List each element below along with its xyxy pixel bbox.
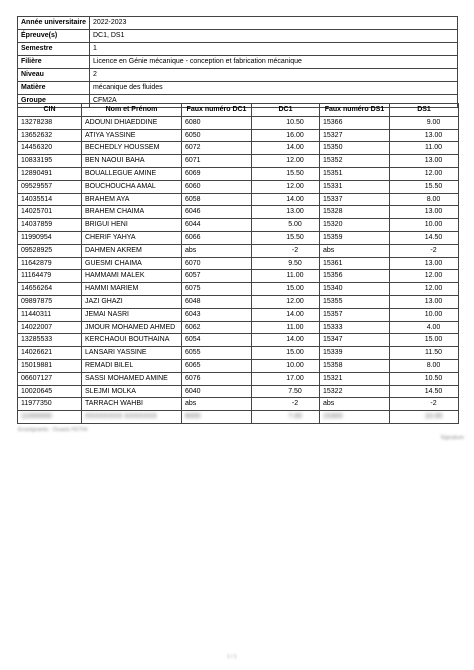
meta-label: Épreuve(s) [18,30,90,43]
header-cin: CIN [18,104,82,117]
meta-value: Licence en Génie mécanique - conception et fabrication mécanique [89,56,457,69]
meta-label: Semestre [18,43,90,56]
meta-row [18,82,458,95]
cell-ds1: 15.50 [390,180,459,193]
table-row [18,244,459,257]
cell-cin: 06607127 [18,372,82,385]
meta-row [18,17,458,30]
cell-name: ATIYA YASSINE [82,129,182,142]
table-row [18,372,459,385]
cell-name: SASSI MOHAMED AMINE [82,372,182,385]
cell-cin: 14456320 [18,142,82,155]
cell-ds1: 12.00 [390,270,459,283]
table-row [18,206,459,219]
cell-cin: 14656264 [18,283,82,296]
header-dc1: DC1 [252,104,320,117]
cell-anon-dc1: 6072 [182,142,252,155]
meta-label: Matière [18,82,90,95]
cell-name: BRAHEM AYA [82,193,182,206]
meta-row [18,56,458,69]
table-row [18,129,459,142]
cell-anon-dc1: 6069 [182,167,252,180]
meta-label: Année universitaire [18,17,90,30]
cell-dc1: 11.00 [252,321,320,334]
cell-anon-ds1: 15320 [320,219,390,232]
cell-dc1: 14.00 [252,193,320,206]
cell-anon-ds1: 15322 [320,385,390,398]
table-row [18,231,459,244]
table-row [18,180,459,193]
cell-cin: 09528925 [18,244,82,257]
cell-anon-ds1: 15331 [320,180,390,193]
cell-name: HAMMI MARIEM [82,283,182,296]
table-row-blurred [18,411,459,424]
cell-anon-ds1: 15328 [320,206,390,219]
meta-value: 1 [89,43,457,56]
cell-cin: 14035514 [18,193,82,206]
cell-name: BEN NAOUI BAHA [82,155,182,168]
cell-anon-ds1: 15327 [320,129,390,142]
cell-anon-ds1: 15347 [320,334,390,347]
cell-cin: 11990954 [18,231,82,244]
grades-table-header-row [18,104,459,117]
cell-dc1: 15.00 [252,283,320,296]
cell-dc1: 12.00 [252,155,320,168]
cell-anon-ds1: 15358 [320,359,390,372]
table-row [18,116,459,129]
cell-cin: 12890491 [18,167,82,180]
cell-name: BRAHEM CHAIMA [82,206,182,219]
cell-cin: 13285533 [18,334,82,347]
cell-name: JEMAI NASRI [82,308,182,321]
cell-cin: 13278238 [18,116,82,129]
cell-cin: 09529557 [18,180,82,193]
cell-ds1: 9.00 [390,116,459,129]
cell-anon-dc1: 6075 [182,283,252,296]
cell-name: BRIGUI HENI [82,219,182,232]
cell-name: LANSARI YASSINE [82,347,182,360]
cell-anon-dc1: 6070 [182,257,252,270]
meta-label: Filière [18,56,90,69]
cell-anon-ds1: 15340 [320,283,390,296]
cell-name: BOUCHOUCHA AMAL [82,180,182,193]
cell-ds1: -2 [390,244,459,257]
exam-metadata-table [17,16,458,108]
table-row [18,155,459,168]
cell-anon-dc1: 6043 [182,308,252,321]
cell-cin: 14037859 [18,219,82,232]
table-row [18,257,459,270]
cell-cin: 15019881 [18,359,82,372]
cell-ds1: 8.00 [390,193,459,206]
cell-anon-ds1: 15350 [320,142,390,155]
meta-value: 2 [89,69,457,82]
cell-ds1: 4.00 [390,321,459,334]
table-row [18,142,459,155]
cell-anon-dc1: 6057 [182,270,252,283]
cell-anon-dc1: 6050 [182,129,252,142]
cell-anon-ds1: 15300 [320,411,390,424]
cell-ds1: 10.00 [390,411,459,424]
cell-anon-ds1: abs [320,244,390,257]
signature-label: Signature [440,435,464,441]
cell-dc1: 17.00 [252,372,320,385]
cell-ds1: 10.00 [390,308,459,321]
cell-anon-dc1: 6076 [182,372,252,385]
cell-name: XXXXXXXX XXXXXXX [82,411,182,424]
cell-anon-dc1: 6065 [182,359,252,372]
cell-anon-ds1: 15355 [320,295,390,308]
cell-cin: 10833195 [18,155,82,168]
cell-name: HAMMAMI MALEK [82,270,182,283]
cell-anon-ds1: 15361 [320,257,390,270]
cell-cin: 13652632 [18,129,82,142]
meta-value: CFM2A [89,95,457,108]
table-row [18,167,459,180]
cell-anon-dc1: 6054 [182,334,252,347]
table-row [18,219,459,232]
meta-value: mécanique des fluides [89,82,457,95]
cell-anon-dc1: 6062 [182,321,252,334]
cell-anon-dc1: abs [182,244,252,257]
header-anon-dc1: Faux numéro DC1 [182,104,252,117]
cell-ds1: 8.00 [390,359,459,372]
cell-anon-ds1: abs [320,398,390,411]
table-row [18,347,459,360]
table-row [18,334,459,347]
grades-table [17,103,459,424]
cell-cin: 11164479 [18,270,82,283]
cell-dc1: 10.00 [252,359,320,372]
cell-name: KERCHAOUI BOUTHAINA [82,334,182,347]
table-row [18,321,459,334]
cell-anon-dc1: 6046 [182,206,252,219]
cell-name: BOUALLEGUE AMINE [82,167,182,180]
cell-anon-dc1: 6000 [182,411,252,424]
page-number: 1 / 1 [227,654,237,660]
meta-row [18,30,458,43]
cell-anon-ds1: 15366 [320,116,390,129]
cell-anon-dc1: abs [182,398,252,411]
cell-anon-ds1: 15339 [320,347,390,360]
header-ds1: DS1 [390,104,459,117]
table-row [18,398,459,411]
cell-dc1: -2 [252,398,320,411]
table-row [18,308,459,321]
cell-anon-dc1: 6066 [182,231,252,244]
table-row [18,270,459,283]
cell-cin: 11977350 [18,398,82,411]
cell-dc1: 5.00 [252,219,320,232]
meta-label: Niveau [18,69,90,82]
cell-ds1: 14.50 [390,385,459,398]
teacher-note: Enseignants : Ouaziz FETHI [18,427,88,433]
cell-dc1: 11.00 [252,270,320,283]
table-row [18,283,459,296]
cell-anon-dc1: 6080 [182,116,252,129]
cell-name: TARRACH WAHBI [82,398,182,411]
cell-ds1: 12.00 [390,283,459,296]
cell-anon-dc1: 6058 [182,193,252,206]
cell-dc1: 14.00 [252,334,320,347]
cell-anon-dc1: 6040 [182,385,252,398]
cell-ds1: 13.00 [390,206,459,219]
cell-ds1: -2 [390,398,459,411]
cell-ds1: 15.00 [390,334,459,347]
meta-value: DC1, DS1 [89,30,457,43]
cell-dc1: 7.00 [252,411,320,424]
cell-anon-ds1: 15351 [320,167,390,180]
cell-ds1: 13.00 [390,257,459,270]
cell-dc1: 15.50 [252,167,320,180]
cell-cin: 14022007 [18,321,82,334]
cell-ds1: 14.50 [390,231,459,244]
cell-dc1: 15.50 [252,231,320,244]
cell-name: BECHEDLY HOUSSEM [82,142,182,155]
cell-dc1: 15.00 [252,347,320,360]
cell-ds1: 10.50 [390,372,459,385]
cell-name: GUESMI CHAIMA [82,257,182,270]
cell-ds1: 12.00 [390,167,459,180]
header-name: Nom et Prénom [82,104,182,117]
cell-anon-ds1: 15359 [320,231,390,244]
cell-name: SLEJMI MOLKA [82,385,182,398]
meta-row [18,43,458,56]
cell-name: DAHMEN AKREM [82,244,182,257]
cell-anon-dc1: 6048 [182,295,252,308]
cell-dc1: 7.50 [252,385,320,398]
cell-dc1: 14.00 [252,142,320,155]
cell-dc1: 14.00 [252,308,320,321]
cell-ds1: 11.50 [390,347,459,360]
meta-value: 2022-2023 [89,17,457,30]
cell-anon-ds1: 15333 [320,321,390,334]
cell-cin: 14026621 [18,347,82,360]
cell-cin: 11642879 [18,257,82,270]
cell-anon-ds1: 15356 [320,270,390,283]
cell-cin: 11440311 [18,308,82,321]
cell-dc1: 16.00 [252,129,320,142]
cell-anon-dc1: 6044 [182,219,252,232]
cell-name: REMADI BILEL [82,359,182,372]
cell-cin: 10020645 [18,385,82,398]
cell-ds1: 13.00 [390,295,459,308]
cell-dc1: 9.50 [252,257,320,270]
cell-name: JAZI GHAZI [82,295,182,308]
cell-name: JMOUR MOHAMED AHMED [82,321,182,334]
cell-cin: 09897875 [18,295,82,308]
cell-ds1: 10.00 [390,219,459,232]
cell-anon-ds1: 15337 [320,193,390,206]
table-row [18,385,459,398]
cell-dc1: 13.00 [252,206,320,219]
cell-anon-dc1: 6060 [182,180,252,193]
header-anon-ds1: Faux numéro DS1 [320,104,390,117]
cell-anon-ds1: 15321 [320,372,390,385]
table-row [18,295,459,308]
meta-row [18,69,458,82]
cell-anon-ds1: 15352 [320,155,390,168]
cell-anon-ds1: 15357 [320,308,390,321]
cell-anon-dc1: 6071 [182,155,252,168]
meta-label: Groupe [18,95,90,108]
cell-anon-dc1: 6055 [182,347,252,360]
cell-ds1: 13.00 [390,155,459,168]
cell-cin: 11000000 [18,411,82,424]
table-row [18,193,459,206]
cell-dc1: 12.00 [252,180,320,193]
cell-name: ADOUNI DHIAEDDINE [82,116,182,129]
cell-cin: 14025701 [18,206,82,219]
cell-dc1: 12.00 [252,295,320,308]
cell-ds1: 11.00 [390,142,459,155]
table-row [18,359,459,372]
cell-dc1: -2 [252,244,320,257]
cell-dc1: 10.50 [252,116,320,129]
cell-name: CHERIF YAHYA [82,231,182,244]
cell-ds1: 13.00 [390,129,459,142]
